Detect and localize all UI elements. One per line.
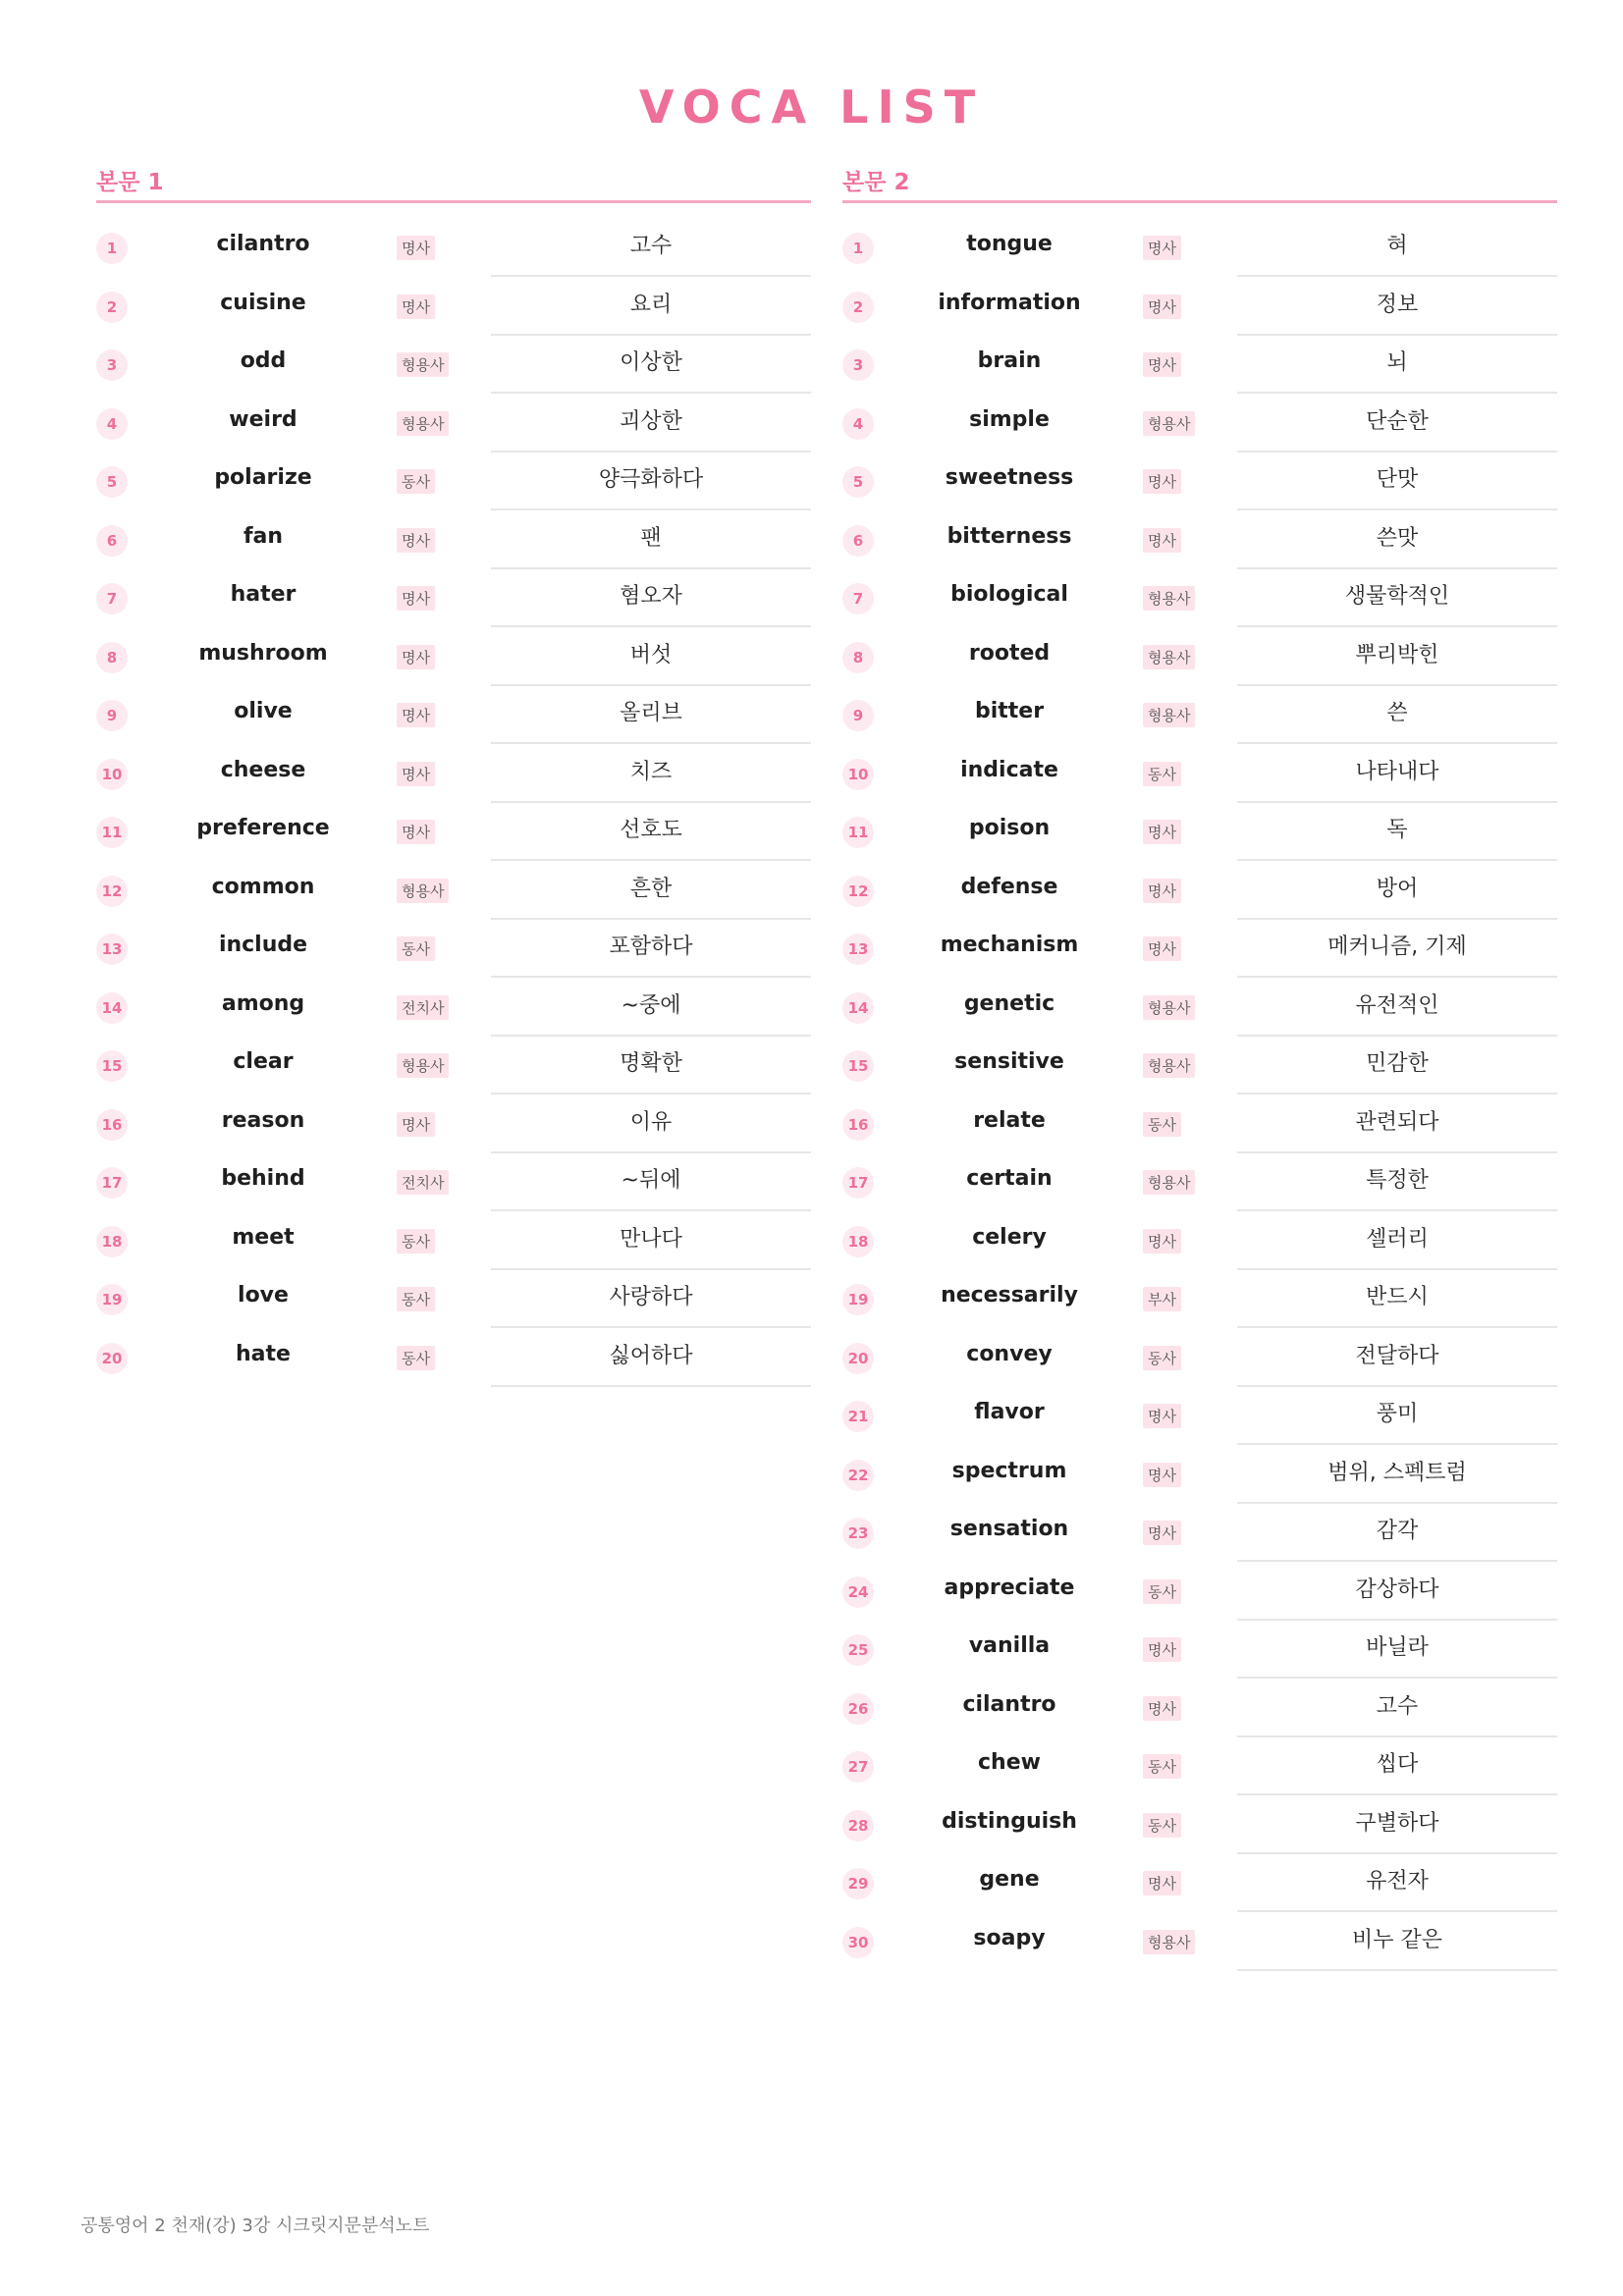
item-number: 22	[842, 1460, 874, 1491]
vocab-row	[842, 1152, 1557, 1211]
part-of-speech-badge: 명사	[397, 762, 435, 786]
vocab-word: odd	[240, 348, 287, 373]
vocab-meaning: 전달하다	[1237, 1328, 1557, 1387]
vocab-meaning: 반드시	[1237, 1269, 1557, 1328]
vocab-word: information	[938, 290, 1081, 315]
part-of-speech-badge: 형용사	[1143, 586, 1195, 611]
vocab-row	[96, 1036, 811, 1095]
vocab-row	[842, 1036, 1557, 1095]
vocab-meaning: 뇌	[1237, 335, 1557, 394]
vocab-word: hate	[236, 1341, 291, 1366]
vocab-meaning: 혐오자	[491, 568, 811, 627]
vocab-row	[842, 1736, 1557, 1795]
part-of-speech-badge: 동사	[397, 1287, 435, 1311]
vocab-row	[96, 568, 811, 627]
vocab-word: behind	[221, 1166, 305, 1191]
vocab-word: fan	[243, 523, 284, 549]
item-number: 16	[96, 1109, 128, 1141]
footer-text: 공통영어 2 천재(강) 3강 시크릿지문분석노트	[81, 2216, 430, 2236]
vocab-word: vanilla	[968, 1633, 1051, 1658]
item-number: 19	[96, 1284, 128, 1315]
section-heading: 본문 2	[842, 165, 1557, 203]
item-number: 12	[96, 876, 128, 907]
section-2	[842, 165, 1557, 1970]
item-number: 9	[96, 700, 128, 731]
item-number: 16	[842, 1109, 874, 1141]
item-number: 20	[842, 1343, 874, 1374]
vocab-row	[96, 1095, 811, 1153]
vocab-word: necessarily	[941, 1283, 1078, 1308]
vocab-row	[842, 277, 1557, 336]
item-number: 7	[842, 583, 874, 614]
section-heading: 본문 1	[96, 165, 811, 203]
vocab-meaning: 뿌리박힌	[1237, 627, 1557, 686]
part-of-speech-badge: 동사	[1143, 762, 1181, 786]
vocab-meaning: 비누 같은	[1237, 1912, 1557, 1971]
vocab-word: hater	[230, 582, 297, 607]
part-of-speech-badge: 명사	[397, 528, 435, 553]
part-of-speech-badge: 명사	[1143, 352, 1181, 377]
vocab-row	[96, 1328, 811, 1387]
vocab-word: brain	[977, 348, 1042, 373]
vocab-word: cilantro	[216, 232, 310, 256]
vocab-row	[96, 1269, 811, 1328]
section-1	[96, 165, 811, 1386]
vocab-meaning: ~뒤에	[491, 1152, 811, 1211]
item-number: 18	[842, 1226, 874, 1257]
vocab-meaning: 사랑하다	[491, 1269, 811, 1328]
item-number: 11	[842, 817, 874, 848]
item-number: 2	[842, 292, 874, 323]
vocab-meaning: 이유	[491, 1095, 811, 1153]
page-title: VOCA LIST	[638, 80, 985, 133]
part-of-speech-badge: 형용사	[1143, 1930, 1195, 1954]
item-number: 15	[842, 1050, 874, 1082]
item-number: 15	[96, 1050, 128, 1082]
vocab-row	[96, 744, 811, 803]
vocab-meaning: 포함하다	[491, 919, 811, 978]
item-number: 27	[842, 1751, 874, 1783]
item-number: 29	[842, 1868, 874, 1899]
part-of-speech-badge: 동사	[1143, 1754, 1181, 1779]
vocab-meaning: 생물학적인	[1237, 568, 1557, 627]
vocab-word: bitter	[974, 699, 1045, 723]
vocab-row	[96, 978, 811, 1037]
vocab-word: relate	[973, 1107, 1046, 1133]
vocab-word: convey	[966, 1341, 1053, 1366]
vocab-word: certain	[966, 1166, 1053, 1191]
vocab-row	[842, 1562, 1557, 1621]
item-number: 5	[96, 466, 128, 498]
vocab-word: sensation	[949, 1517, 1069, 1541]
item-number: 6	[96, 525, 128, 557]
item-number: 9	[842, 700, 874, 731]
vocab-word: mushroom	[198, 640, 328, 666]
part-of-speech-badge: 부사	[1143, 1287, 1181, 1311]
part-of-speech-badge: 명사	[397, 294, 435, 319]
vocab-meaning: 특정한	[1237, 1152, 1557, 1211]
part-of-speech-badge: 명사	[1143, 1696, 1181, 1721]
vocab-meaning: 풍미	[1237, 1386, 1557, 1445]
vocab-row	[842, 1853, 1557, 1912]
part-of-speech-badge: 명사	[1143, 1463, 1181, 1487]
vocab-row	[96, 394, 811, 453]
vocab-meaning: 메커니즘, 기제	[1237, 919, 1557, 978]
item-number: 10	[96, 759, 128, 790]
item-number: 4	[96, 408, 128, 440]
part-of-speech-badge: 형용사	[1143, 411, 1195, 436]
vocab-row	[96, 510, 811, 569]
part-of-speech-badge: 명사	[1143, 1521, 1181, 1545]
vocab-row	[96, 1152, 811, 1211]
part-of-speech-badge: 명사	[397, 586, 435, 611]
vocab-meaning: 나타내다	[1237, 744, 1557, 803]
item-number: 28	[842, 1810, 874, 1842]
vocab-row	[842, 627, 1557, 686]
part-of-speech-badge: 형용사	[397, 879, 449, 903]
item-number: 3	[96, 349, 128, 381]
vocab-meaning: 독	[1237, 802, 1557, 861]
vocab-row	[96, 685, 811, 744]
item-number: 4	[842, 408, 874, 440]
part-of-speech-badge: 형용사	[397, 411, 449, 436]
vocab-row	[842, 394, 1557, 453]
vocab-row	[842, 685, 1557, 744]
vocab-meaning: 싫어하다	[491, 1328, 811, 1387]
part-of-speech-badge: 형용사	[397, 352, 449, 377]
vocab-meaning: 씹다	[1237, 1736, 1557, 1795]
vocab-word: spectrum	[951, 1458, 1067, 1483]
part-of-speech-badge: 형용사	[1143, 1170, 1195, 1195]
vocab-meaning: 셀러리	[1237, 1211, 1557, 1270]
item-number: 11	[96, 817, 128, 848]
part-of-speech-badge: 명사	[1143, 879, 1181, 903]
vocab-meaning: 만나다	[491, 1211, 811, 1270]
vocab-meaning: 명확한	[491, 1036, 811, 1095]
vocab-word: common	[211, 874, 315, 899]
vocab-meaning: 치즈	[491, 744, 811, 803]
vocab-word: olive	[234, 699, 293, 723]
part-of-speech-badge: 명사	[397, 1112, 435, 1137]
item-number: 17	[96, 1167, 128, 1199]
vocab-row	[842, 919, 1557, 978]
vocab-word: soapy	[973, 1925, 1046, 1950]
part-of-speech-badge: 명사	[397, 236, 435, 260]
item-number: 25	[842, 1634, 874, 1666]
item-number: 21	[842, 1401, 874, 1432]
part-of-speech-badge: 명사	[397, 820, 435, 844]
vocab-word: weird	[229, 406, 298, 432]
vocab-meaning: 이상한	[491, 335, 811, 394]
vocab-word: bitterness	[947, 523, 1072, 549]
vocab-meaning: 쓴	[1237, 685, 1557, 744]
vocab-word: mechanism	[940, 933, 1079, 957]
part-of-speech-badge: 동사	[1143, 1112, 1181, 1137]
vocab-row	[96, 627, 811, 686]
vocab-row	[842, 802, 1557, 861]
part-of-speech-badge: 명사	[1143, 236, 1181, 260]
vocab-word: tongue	[966, 232, 1053, 256]
vocab-word: love	[238, 1283, 289, 1308]
vocab-meaning: 고수	[1237, 1679, 1557, 1737]
vocab-row	[96, 452, 811, 510]
vocab-meaning: 흔한	[491, 861, 811, 920]
vocab-row	[96, 218, 811, 277]
vocab-word: preference	[196, 816, 330, 840]
vocab-row	[96, 1211, 811, 1270]
vocab-meaning: 민감한	[1237, 1036, 1557, 1095]
part-of-speech-badge: 형용사	[1143, 645, 1195, 669]
part-of-speech-badge: 동사	[1143, 1346, 1181, 1370]
vocab-word: distinguish	[942, 1808, 1077, 1834]
part-of-speech-badge: 동사	[397, 1346, 435, 1370]
part-of-speech-badge: 동사	[397, 936, 435, 961]
vocab-row	[842, 1386, 1557, 1445]
vocab-row	[842, 452, 1557, 510]
vocab-word: cuisine	[220, 290, 306, 315]
part-of-speech-badge: 명사	[1143, 294, 1181, 319]
vocab-word: cheese	[220, 757, 306, 782]
part-of-speech-badge: 전치사	[397, 1170, 449, 1195]
vocab-row	[96, 919, 811, 978]
part-of-speech-badge: 동사	[1143, 1579, 1181, 1604]
item-number: 8	[842, 642, 874, 673]
vocab-meaning: 괴상한	[491, 394, 811, 453]
vocab-row	[842, 1328, 1557, 1387]
vocab-row	[842, 335, 1557, 394]
part-of-speech-badge: 동사	[1143, 1813, 1181, 1838]
vocab-meaning: 올리브	[491, 685, 811, 744]
vocab-row	[842, 1503, 1557, 1562]
vocab-word: reason	[221, 1107, 305, 1133]
vocab-word: poison	[968, 816, 1051, 840]
vocab-meaning: 정보	[1237, 277, 1557, 336]
vocab-meaning: 바닐라	[1237, 1620, 1557, 1679]
item-number: 5	[842, 466, 874, 498]
item-number: 13	[96, 934, 128, 965]
vocab-row	[96, 802, 811, 861]
item-number: 18	[96, 1226, 128, 1257]
vocab-row	[842, 568, 1557, 627]
vocab-meaning: 단순한	[1237, 394, 1557, 453]
vocab-word: among	[221, 990, 305, 1016]
vocab-row	[842, 1912, 1557, 1971]
vocab-word: polarize	[214, 465, 312, 490]
vocab-word: celery	[972, 1224, 1047, 1250]
item-number: 14	[96, 992, 128, 1024]
part-of-speech-badge: 형용사	[1143, 1053, 1195, 1078]
vocab-row	[842, 1795, 1557, 1854]
vocab-word: include	[218, 933, 308, 957]
item-number: 23	[842, 1518, 874, 1549]
vocab-meaning: 감각	[1237, 1503, 1557, 1562]
vocab-meaning: 범위, 스펙트럼	[1237, 1445, 1557, 1504]
vocab-word: defense	[960, 874, 1058, 899]
vocab-meaning: ~중에	[491, 978, 811, 1037]
vocab-row	[96, 861, 811, 920]
vocab-word: clear	[233, 1049, 294, 1074]
vocab-word: sensitive	[954, 1049, 1064, 1074]
vocab-row	[842, 510, 1557, 569]
vocab-word: sweetness	[945, 465, 1074, 490]
vocab-meaning: 혀	[1237, 218, 1557, 277]
vocab-word: cilantro	[962, 1691, 1056, 1717]
vocab-meaning: 팬	[491, 510, 811, 569]
item-number: 7	[96, 583, 128, 614]
vocab-word: appreciate	[944, 1575, 1075, 1600]
part-of-speech-badge: 형용사	[1143, 703, 1195, 727]
vocab-list	[842, 218, 1557, 1970]
vocab-word: gene	[979, 1867, 1040, 1892]
item-number: 12	[842, 876, 874, 907]
vocab-meaning: 구별하다	[1237, 1795, 1557, 1854]
vocab-row	[96, 277, 811, 336]
part-of-speech-badge: 형용사	[397, 1053, 449, 1078]
vocab-meaning: 감상하다	[1237, 1562, 1557, 1621]
item-number: 1	[842, 233, 874, 264]
vocab-row	[842, 1095, 1557, 1153]
item-number: 3	[842, 349, 874, 381]
vocab-meaning: 양극화하다	[491, 452, 811, 510]
vocab-meaning: 버섯	[491, 627, 811, 686]
vocab-meaning: 관련되다	[1237, 1095, 1557, 1153]
item-number: 1	[96, 233, 128, 264]
item-number: 10	[842, 759, 874, 790]
vocab-row	[842, 978, 1557, 1037]
item-number: 17	[842, 1167, 874, 1199]
vocab-list	[96, 218, 811, 1386]
part-of-speech-badge: 명사	[1143, 1229, 1181, 1254]
vocab-word: biological	[950, 582, 1068, 607]
vocab-word: simple	[969, 406, 1050, 432]
item-number: 19	[842, 1284, 874, 1315]
vocab-meaning: 선호도	[491, 802, 811, 861]
item-number: 26	[842, 1693, 874, 1725]
vocab-row	[842, 1620, 1557, 1679]
vocab-row	[96, 335, 811, 394]
part-of-speech-badge: 명사	[1143, 528, 1181, 553]
part-of-speech-badge: 명사	[1143, 1404, 1181, 1428]
part-of-speech-badge: 명사	[1143, 1637, 1181, 1662]
vocab-meaning: 고수	[491, 218, 811, 277]
vocab-row	[842, 1211, 1557, 1270]
part-of-speech-badge: 형용사	[1143, 995, 1195, 1020]
vocab-row	[842, 861, 1557, 920]
part-of-speech-badge: 명사	[397, 703, 435, 727]
vocab-meaning: 유전적인	[1237, 978, 1557, 1037]
vocab-meaning: 단맛	[1237, 452, 1557, 510]
vocab-word: meet	[232, 1224, 295, 1250]
vocab-meaning: 쓴맛	[1237, 510, 1557, 569]
item-number: 8	[96, 642, 128, 673]
item-number: 13	[842, 934, 874, 965]
item-number: 14	[842, 992, 874, 1024]
part-of-speech-badge: 명사	[1143, 936, 1181, 961]
part-of-speech-badge: 명사	[397, 645, 435, 669]
item-number: 2	[96, 292, 128, 323]
part-of-speech-badge: 명사	[1143, 1871, 1181, 1896]
vocab-word: indicate	[960, 757, 1058, 782]
vocab-row	[842, 218, 1557, 277]
vocab-row	[842, 1269, 1557, 1328]
part-of-speech-badge: 명사	[1143, 820, 1181, 844]
item-number: 6	[842, 525, 874, 557]
vocab-meaning: 유전자	[1237, 1853, 1557, 1912]
vocab-meaning: 요리	[491, 277, 811, 336]
part-of-speech-badge: 동사	[397, 1229, 435, 1254]
vocab-row	[842, 1679, 1557, 1737]
part-of-speech-badge: 동사	[397, 469, 435, 494]
vocab-word: rooted	[968, 640, 1051, 666]
vocab-word: chew	[978, 1750, 1041, 1775]
item-number: 20	[96, 1343, 128, 1374]
part-of-speech-badge: 명사	[1143, 469, 1181, 494]
vocab-row	[842, 1445, 1557, 1504]
vocab-row	[842, 744, 1557, 803]
vocab-word: genetic	[963, 990, 1055, 1016]
part-of-speech-badge: 전치사	[397, 995, 449, 1020]
item-number: 30	[842, 1927, 874, 1958]
item-number: 24	[842, 1576, 874, 1608]
vocab-meaning: 방어	[1237, 861, 1557, 920]
vocab-word: flavor	[974, 1400, 1045, 1424]
